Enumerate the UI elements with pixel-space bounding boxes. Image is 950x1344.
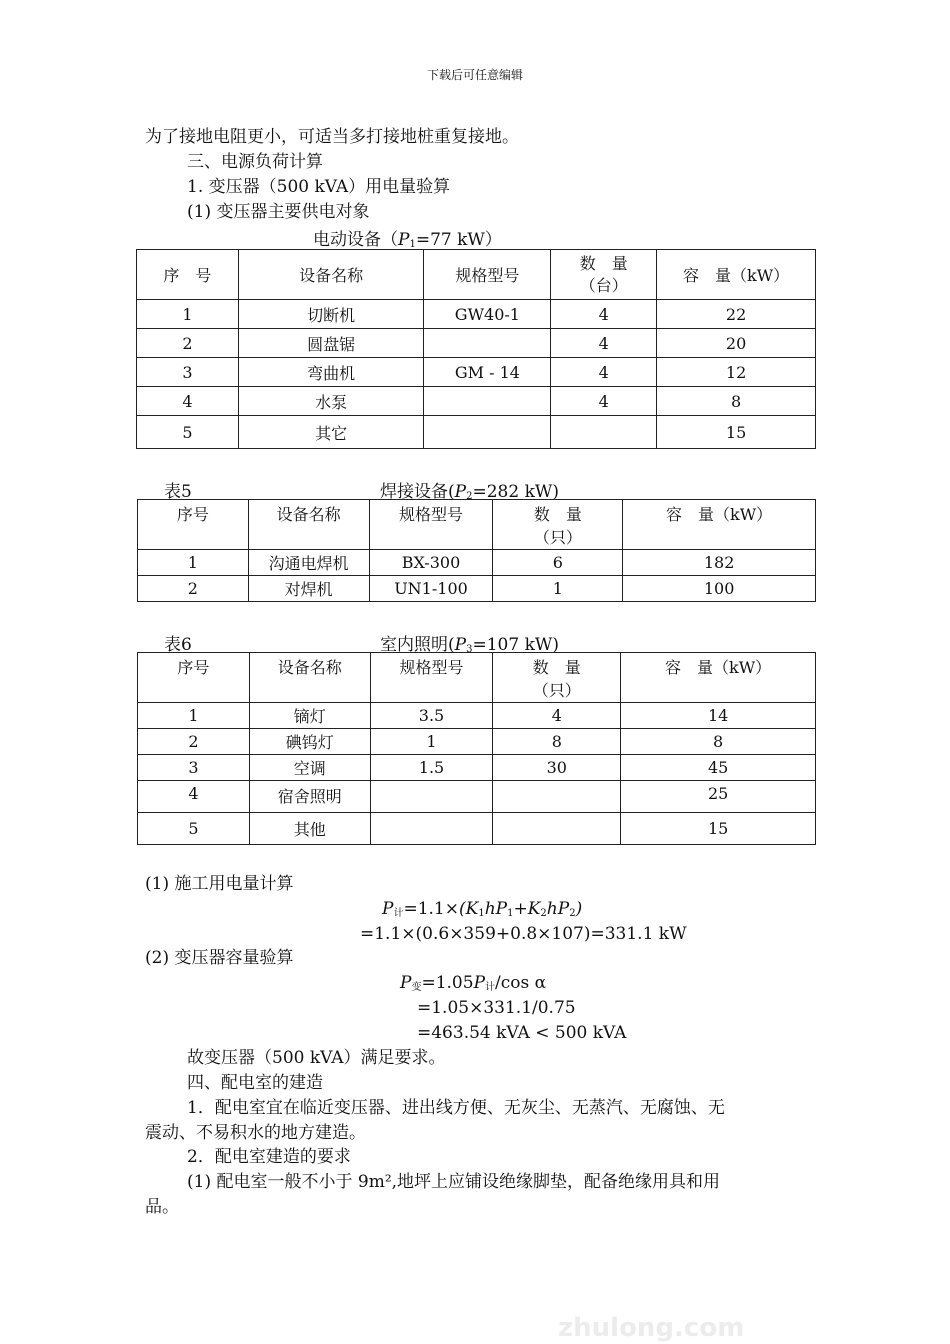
table-row <box>137 329 816 358</box>
table-cell: 圆盘锯 <box>238 329 424 358</box>
table-row <box>137 416 816 449</box>
table-cell: 4 <box>551 358 657 387</box>
table-cell: 4 <box>551 329 657 358</box>
header-cell: 设备名称 <box>238 250 424 300</box>
table-cell: GM - 14 <box>424 358 551 387</box>
table2-label: 表5 <box>164 482 192 502</box>
table3-caption: 室内照明($P_3=107$ kW) <box>380 635 559 655</box>
table-cell: 15 <box>657 416 816 449</box>
section-heading-3: 三、电源负荷计算 <box>187 152 323 172</box>
table-cell: 5 <box>138 813 250 845</box>
header-cell: 容 量（kW） <box>621 653 816 703</box>
watermark-logo: zhulong.com <box>558 1313 745 1343</box>
table3-label: 表6 <box>164 635 192 655</box>
table-cell: 3 <box>138 755 250 781</box>
table-cell: 2 <box>138 729 250 755</box>
table-cell: 空调 <box>249 755 370 781</box>
table-cell: 宿舍照明 <box>249 781 370 813</box>
subheading-transformer: 1. 变压器（500 kVA）用电量验算 <box>187 177 451 197</box>
table-row <box>137 358 816 387</box>
formula-usage-line1: $P_计=1.1\times(K_1hP_1+K_2hP_2)$ <box>382 899 583 919</box>
paragraph-requirements: 2．配电室建造的要求 <box>187 1147 351 1167</box>
subheading-supply-targets: (1) 变压器主要供电对象 <box>187 202 370 222</box>
table-cell: 4 <box>137 387 239 416</box>
header-cell: 规格型号 <box>370 653 493 703</box>
table-cell: 8 <box>493 729 621 755</box>
table-row <box>138 576 816 602</box>
table-header-row <box>138 653 816 703</box>
table-cell <box>493 781 621 813</box>
header-cell: 数 量 （台） <box>551 250 657 300</box>
table-row <box>138 755 816 781</box>
table-cell: 182 <box>623 550 816 576</box>
header-cell: 设备名称 <box>248 500 369 550</box>
table-cell: 1.5 <box>370 755 493 781</box>
table-row <box>137 387 816 416</box>
table-row <box>138 781 816 813</box>
table1-caption: 电动设备（$P_1=77$ kW） <box>313 230 502 250</box>
paragraph-room-size-2: 品。 <box>145 1197 179 1217</box>
table-cell: 4 <box>138 781 250 813</box>
table-cell: 6 <box>493 550 623 576</box>
table-row <box>138 703 816 729</box>
table-cell: 15 <box>621 813 816 845</box>
header-cell: 数 量 （只） <box>493 500 623 550</box>
table-cell <box>424 416 551 449</box>
table-cell: 其它 <box>238 416 424 449</box>
table-cell: 沟通电焊机 <box>248 550 369 576</box>
header-cell: 序号 <box>138 653 250 703</box>
table-cell <box>370 813 493 845</box>
table-cell: 4 <box>551 300 657 329</box>
table-cell: 1 <box>138 550 249 576</box>
table-cell: 水泵 <box>238 387 424 416</box>
table-cell: GW40-1 <box>424 300 551 329</box>
table-row <box>138 813 816 845</box>
table-header-row <box>137 250 816 300</box>
formula-capacity-line3: =463.54 kVA < 500 kVA <box>417 1023 627 1043</box>
header-cell: 容 量（kW） <box>657 250 816 300</box>
header-cell: 容 量（kW） <box>623 500 816 550</box>
header-cell: 数 量 （只） <box>493 653 621 703</box>
table-cell: 切断机 <box>238 300 424 329</box>
table-cell <box>424 329 551 358</box>
table-cell: 其他 <box>249 813 370 845</box>
header-cell: 规格型号 <box>424 250 551 300</box>
table-cell: 100 <box>623 576 816 602</box>
table-indoor-lighting <box>137 652 816 845</box>
table-cell: 镝灯 <box>249 703 370 729</box>
formula-capacity-line1: $P_变=1.05P_计/\cos$ α <box>400 973 547 993</box>
table-cell <box>370 781 493 813</box>
table-cell: 22 <box>657 300 816 329</box>
table-cell: 4 <box>551 387 657 416</box>
paragraph-location-1: 1．配电室宜在临近变压器、进出线方便、无灰尘、无蒸汽、无腐蚀、无 <box>187 1098 725 1118</box>
table-cell: 1 <box>137 300 239 329</box>
paragraph-room-size-1: (1) 配电室一般不小于 9m²,地坪上应铺设绝缘脚垫，配备绝缘用具和用 <box>187 1172 721 1192</box>
table-cell: 8 <box>657 387 816 416</box>
table-cell <box>424 387 551 416</box>
table-cell: 4 <box>493 703 621 729</box>
table-cell: 碘钨灯 <box>249 729 370 755</box>
table-cell: UN1-100 <box>369 576 493 602</box>
paragraph-grounding: 为了接地电阻更小，可适当多打接地桩重复接地。 <box>145 127 519 147</box>
table-row <box>137 300 816 329</box>
table-cell: 2 <box>137 329 239 358</box>
table-cell: 1 <box>370 729 493 755</box>
table-cell: 14 <box>621 703 816 729</box>
table-cell: 30 <box>493 755 621 781</box>
table2-caption: 焊接设备($P_2=282$ kW) <box>380 482 559 502</box>
table-welding-equipment <box>137 499 816 602</box>
table-cell: 45 <box>621 755 816 781</box>
table-cell: 3 <box>137 358 239 387</box>
table-cell: 3.5 <box>370 703 493 729</box>
table-cell: 8 <box>621 729 816 755</box>
paragraph-location-2: 震动、不易积水的地方建造。 <box>145 1123 366 1143</box>
table-cell: 12 <box>657 358 816 387</box>
section-heading-4: 四、配电室的建造 <box>187 1073 323 1093</box>
table-cell <box>493 813 621 845</box>
table-row <box>138 550 816 576</box>
table-header-row <box>138 500 816 550</box>
table-cell: BX-300 <box>369 550 493 576</box>
header-cell: 设备名称 <box>249 653 370 703</box>
formula-usage-line2: =1.1×(0.6×359+0.8×107)=331.1 kW <box>360 924 687 944</box>
table-cell: 20 <box>657 329 816 358</box>
table-cell: 1 <box>138 703 250 729</box>
page-header: 下载后可任意编辑 <box>426 68 523 82</box>
header-cell: 序 号 <box>137 250 239 300</box>
calc-heading-capacity: (2) 变压器容量验算 <box>145 948 294 968</box>
header-cell: 规格型号 <box>369 500 493 550</box>
table-cell: 2 <box>138 576 249 602</box>
table-cell: 1 <box>493 576 623 602</box>
table-cell: 对焊机 <box>248 576 369 602</box>
table-motor-equipment <box>136 249 816 449</box>
table-cell: 5 <box>137 416 239 449</box>
table-cell: 25 <box>621 781 816 813</box>
calc-conclusion: 故变压器（500 kVA）满足要求。 <box>187 1048 446 1068</box>
table-row <box>138 729 816 755</box>
table-cell: 弯曲机 <box>238 358 424 387</box>
header-cell: 序号 <box>138 500 249 550</box>
table-cell <box>551 416 657 449</box>
formula-capacity-line2: =1.05×331.1/0.75 <box>417 998 576 1018</box>
calc-heading-usage: (1) 施工用电量计算 <box>145 874 294 894</box>
